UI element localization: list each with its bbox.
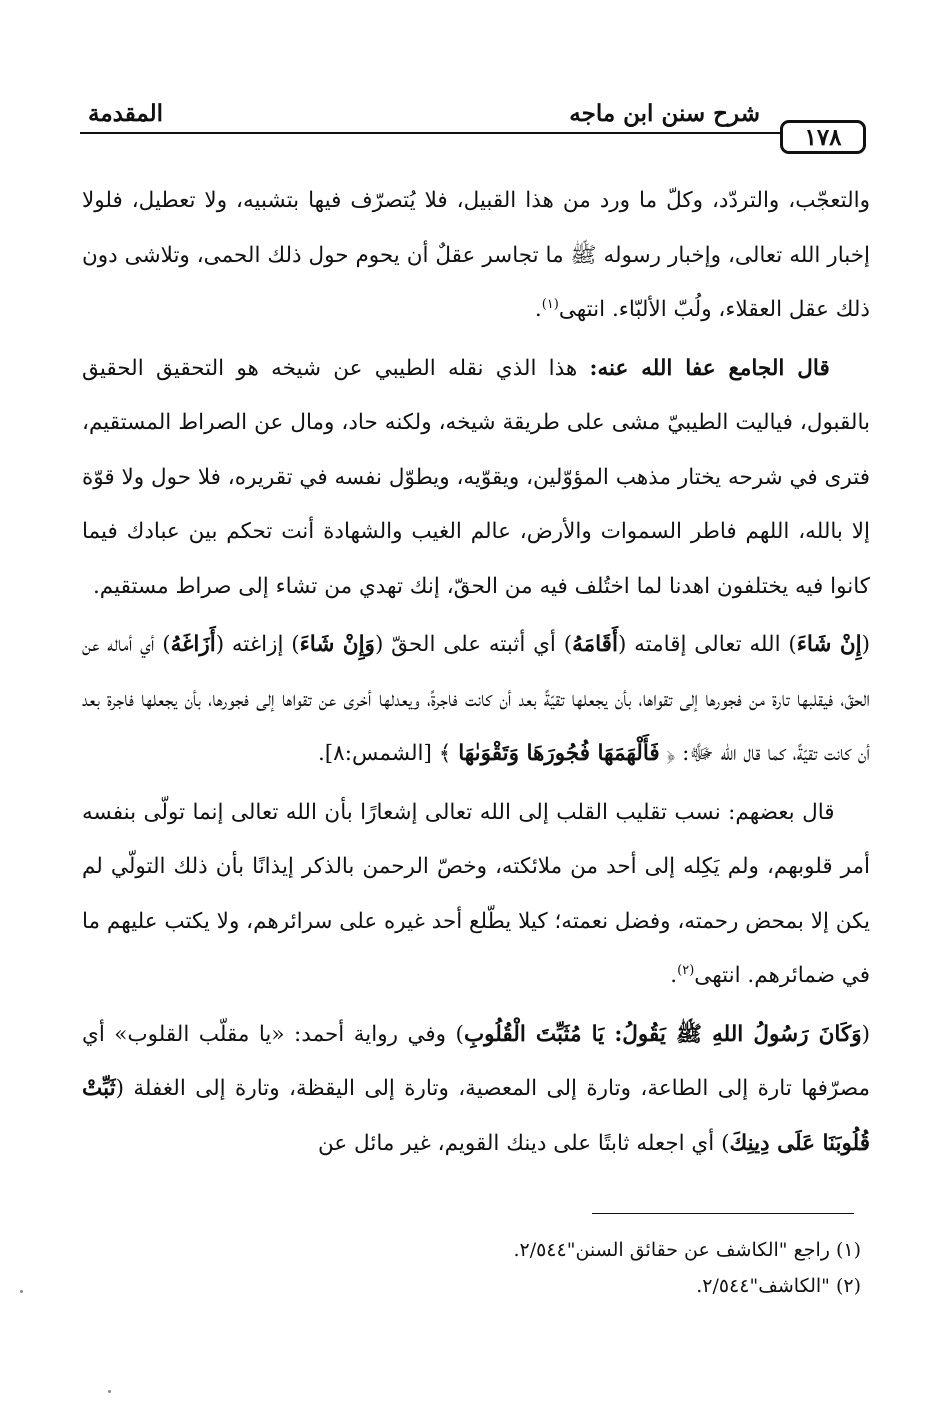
section-title: المقدمة [88, 100, 164, 127]
scan-speck [108, 1390, 111, 1393]
footnote-ref-1[interactable]: (١) [541, 296, 559, 312]
paragraph-2 [82, 342, 870, 615]
footnote-separator [592, 1213, 854, 1214]
book-title: شرح سنن ابن ماجه [569, 100, 760, 127]
paragraph-3 [82, 618, 870, 782]
text-run: ) أي اجعله ثابتًا على دينك القويم، غير مائل عن [318, 1130, 730, 1156]
paragraph-1 [82, 174, 870, 338]
paragraph-end: . [670, 963, 678, 988]
header-rule [80, 132, 780, 134]
paragraph-text: والتعجّب، والتردّد، وكلّ ما ورد من هذا القبيل، فلا يُتصرّف فيها بتشبيه، ولا تعطيل، فلولا إخبار الله تعالى، وإخبار رسوله ﷺ ما تجاسر عقلٌ أن يحوم حول ذلك الحمى، وتلاشى دون ذلك عقل العقلاء، ولُبّ الألبّاء. انتهى [82, 188, 870, 322]
running-header [80, 96, 868, 166]
quran-verse: فَأَلْهَمَهَا فُجُورَهَا وَتَقْوَىٰهَا [458, 741, 660, 766]
paragraph-end: . [534, 297, 542, 322]
text-run: ) أي أثبته على الحقّ ( [374, 632, 573, 657]
paragraph-4 [82, 786, 870, 1004]
hadith-phrase: ثَبِّتْ قُلُوبَنَا عَلَى دِينِكَ [82, 1076, 870, 1156]
footnote-ref-2[interactable]: (٢) [677, 962, 695, 978]
hadith-phrase: وَإِنْ شَاءَ [299, 632, 375, 657]
footnote-1: (١) راجع "الكاشف عن حقائق السنن"٢/٥٤٤. [513, 1239, 861, 1261]
paragraph-5 [82, 1008, 870, 1172]
hadith-phrase: أَقَامَهُ [572, 632, 618, 657]
text-run: ( [861, 632, 870, 657]
text-run: ﴾ [الشمس:٨]. [317, 741, 459, 766]
text-run: ( [861, 1021, 870, 1047]
text-run: ) أي أماله عن الحقّ، فيقلبها تارة من فجورها إلى تقواها، بأن يجعلها تقيّةً بعد أن كانت فاجرةً، ويعدلها أخرى عن تقواها إلى فجورها، بأن يجعلها فاجرة بعد أن كانت تقيّةً، كما قال الله ﷻ: ﴿ [82, 632, 870, 766]
page-number: ١٧٨ [780, 120, 866, 154]
text-run: ) وفي رواية أحمد: «يا مقلّب القلوب» أي مصرّفها تارة إلى الطاعة، وتارة إلى المعصية، وتارة إلى اليقظة، وتارة إلى الغفلة ( [82, 1021, 870, 1101]
paragraph-text: قال بعضهم: نسب تقليب القلب إلى الله تعالى إشعارًا بأن الله تعالى إنما تولّى بنفسه أمر قلوبهم، ولم يَكِله إلى أحد من ملائكته، وخصّ الرحمن بالذكر إيذانًا بأن ذلك التولّي لم يكن إلا بمحض رحمته، وفضل نعمته؛ كيلا يطّلع أحد غيره على سرائرهم، ولا يكتب عليهم ما في ضمائرهم. انتهى [82, 799, 870, 988]
paragraph-text: هذا الذي نقله الطيبي عن شيخه هو التحقيق الحقيق بالقبول، فياليت الطيبيّ مشى على طريقة شيخه، ولكنه حاد، ومال عن الصراط المستقيم، فترى في شرحه يختار مذهب المؤوّلين، ويقوّيه، ويطوّل نفسه في تقريره، فلا حول ولا قوّة إلا بالله، اللهم فاطر السموات والأرض، عالم الغيب والشهادة أنت تحكم بين عبادك فيما كانوا فيه يختلفون اهدنا لما اختُلف فيه من الحقّ، إنك تهدي من تشاء إلى صراط مستقيم. [82, 355, 870, 599]
footnote-2: (٢) "الكاشف"٢/٥٤٤. [696, 1275, 861, 1297]
text-run: ) الله تعالى إقامته ( [617, 632, 797, 657]
text-run: ) إزاغته ( [215, 632, 300, 657]
hadith-phrase: أَزَاغَهُ [170, 632, 216, 657]
paragraph-lead: قال الجامع عفا الله عنه: [589, 355, 830, 381]
hadith-phrase: وَكَانَ رَسُولُ اللهِ ﷺ يَقُولُ: يَا مُثَبِّتَ الْقُلُوبِ [463, 1021, 862, 1047]
scan-speck [20, 1290, 23, 1293]
main-text [82, 174, 870, 1171]
hadith-phrase: إِنْ شَاءَ [796, 632, 862, 657]
footnotes [161, 1232, 861, 1304]
